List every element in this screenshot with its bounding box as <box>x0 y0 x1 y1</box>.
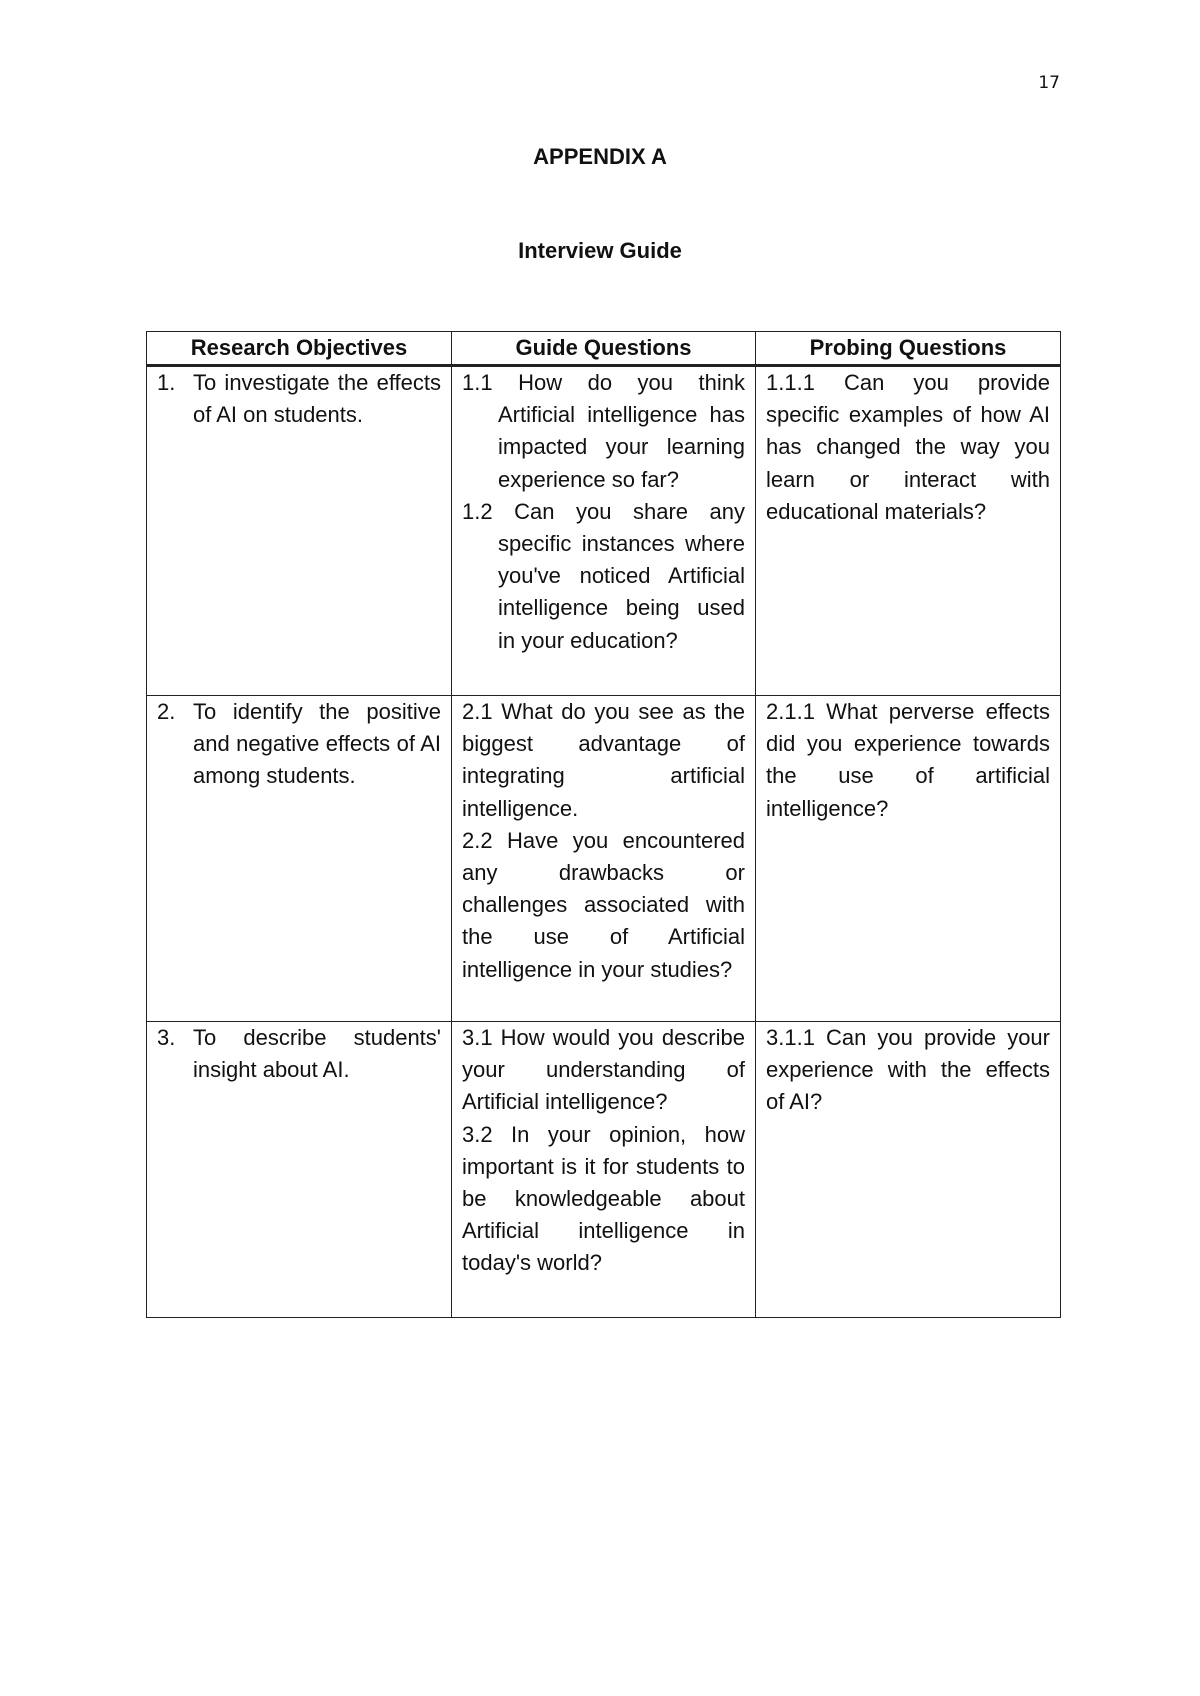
objective <box>157 367 441 431</box>
guide-questions-cell <box>452 1022 756 1318</box>
document-title: Interview Guide <box>518 238 682 263</box>
interview-guide-table <box>146 331 1061 1318</box>
probing-question: 3.1.1 Can you provide your experience with the effects of AI? <box>766 1025 1050 1115</box>
objective-cell <box>147 696 452 1022</box>
objective-text: To describe students' insight about AI. <box>193 1025 441 1083</box>
objective-text: To identify the positive and negative effects of AI among students. <box>193 699 441 789</box>
table-row <box>147 696 1061 1022</box>
objective-cell <box>147 1022 452 1318</box>
guide-question: 1.2 Can you share any specific instances where you've noticed Artificial intelligence being used in your education? <box>462 498 745 653</box>
page-number: 17 <box>1038 73 1060 93</box>
guide-question: 3.2 In your opinion, how important is it for students to be knowledgeable about Artificial intelligence in today's world? <box>462 1121 745 1276</box>
probing-question: 2.1.1 What perverse effects did you experience towards the use of artificial intelligence? <box>766 699 1050 821</box>
objective-number: 2. <box>157 699 176 724</box>
header-probing-questions: Probing Questions <box>756 332 1061 366</box>
header-research-objectives: Research Objectives <box>147 332 452 366</box>
guide-question: 2.2 Have you encountered any drawbacks or challenges associated with the use of Artificial intelligence in your studies? <box>462 827 745 982</box>
guide-question: 3.1 How would you describe your understanding of Artificial intelligence? <box>462 1025 745 1115</box>
header-guide-questions: Guide Questions <box>452 332 756 366</box>
probing-question-cell <box>756 1022 1061 1318</box>
probing-question-cell <box>756 696 1061 1022</box>
probing-question: 1.1.1 Can you provide specific examples of how AI has changed the way you learn or interact with educational materials? <box>766 370 1050 524</box>
table-row <box>147 1022 1061 1318</box>
probing-question-cell <box>756 366 1061 696</box>
guide-questions-cell <box>452 366 756 696</box>
table-row <box>147 366 1061 696</box>
objective <box>157 1022 441 1086</box>
objective <box>157 696 441 793</box>
objective-text: To investigate the effects of AI on students. <box>193 370 441 428</box>
objective-number: 3. <box>157 1025 176 1050</box>
table-header-row <box>147 332 1061 366</box>
guide-question: 1.1 How do you think Artificial intelligence has impacted your learning experience so far? <box>462 370 745 492</box>
objective-number: 1. <box>157 370 176 395</box>
guide-question: 2.1 What do you see as the biggest advantage of integrating artificial intelligence. <box>462 699 745 821</box>
appendix-title: APPENDIX A <box>533 144 667 169</box>
objective-cell <box>147 366 452 696</box>
guide-questions-cell <box>452 696 756 1022</box>
